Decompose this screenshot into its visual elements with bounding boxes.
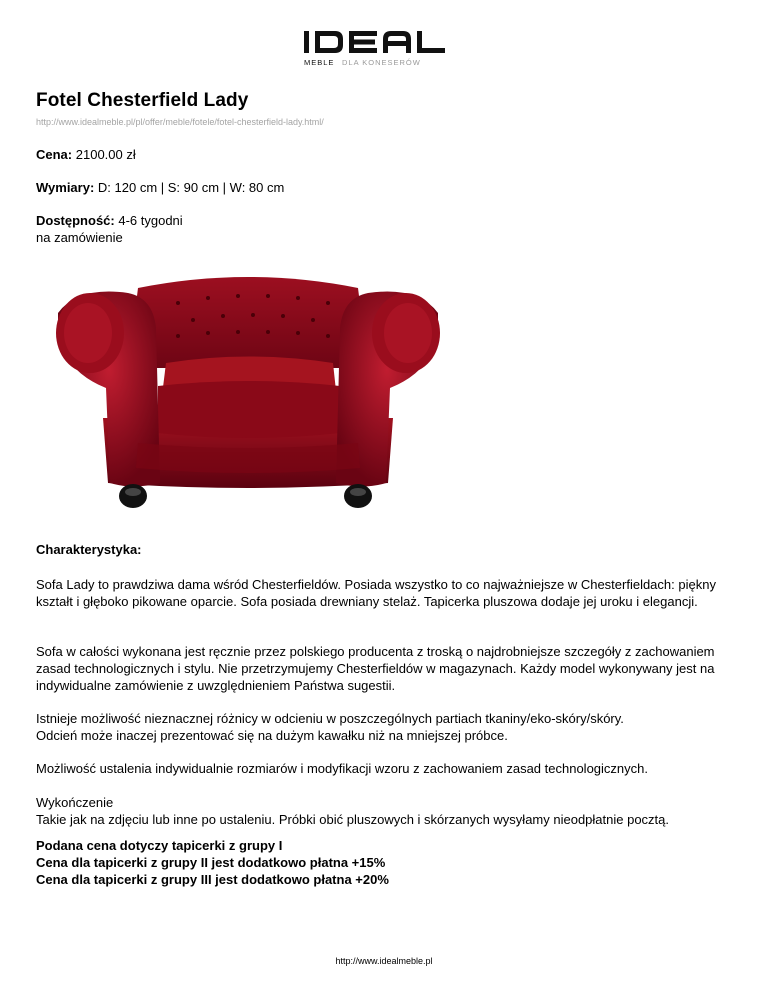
- dimensions-label: Wymiary:: [36, 180, 95, 195]
- product-title: Fotel Chesterfield Lady: [36, 90, 249, 111]
- price-value: 2100.00 zł: [75, 147, 136, 162]
- finish-heading: Wykończenie: [36, 795, 114, 810]
- tagline-part1: MEBLE: [304, 58, 335, 67]
- description-paragraph-3-line-1: Istnieje możliwość nieznacznej różnicy w odcieniu w poszczególnych partiach tkaniny/eko-skóry/skóry.: [36, 711, 624, 726]
- price-note-group-1: Podana cena dotyczy tapicerki z grupy I: [36, 838, 283, 853]
- price-note-group-2: Cena dla tapicerki z grupy II jest dodatkowo płatna +15%: [36, 855, 386, 870]
- availability-value: 4-6 tygodni: [118, 213, 183, 228]
- finish-text: Takie jak na zdjęciu lub inne po ustaleniu. Próbki obić pluszowych i skórzanych wysyłamy nieodpłatnie pocztą.: [36, 812, 670, 827]
- price-note-group-3: Cena dla tapicerki z grupy III jest dodatkowo płatna +20%: [36, 872, 389, 887]
- description-paragraph-3-line-2: Odcień może inaczej prezentować się na dużym kawałku niż na mniejszej próbce.: [36, 728, 508, 743]
- footer-url[interactable]: http://www.idealmeble.pl: [335, 956, 433, 966]
- description-paragraph-2: Sofa w całości wykonana jest ręcznie przez polskiego producenta z troską o najdrobniejsze szczegóły z zachowaniem zasad technologicznych i stylu. Nie przetrzymujemy Chesterfieldów w magazynach. Każdy model wykonywany jest na indywidualne zamówienie z uwzględnieniem Państwa sugestii.: [36, 644, 715, 693]
- description-paragraph-1: Sofa Lady to prawdziwa dama wśród Chesterfieldów. Posiada wszystko to co najważniejsze w Chesterfieldach: piękny kształt i głęboko pikowane oparcie. Sofa posiada drewniany stelaż. Tapicerka pluszowa dodaje jej uroku i elegancji.: [36, 577, 716, 609]
- description-paragraph-5: [36, 794, 736, 828]
- price-notes: [36, 837, 389, 888]
- price-row: [36, 146, 136, 163]
- brand-logo: [0, 28, 768, 70]
- availability-label: Dostępność:: [36, 213, 115, 228]
- chesterfield-armchair-image: [48, 268, 448, 513]
- characteristics-heading: Charakterystyka:: [36, 542, 142, 557]
- description-paragraph-4: Możliwość ustalenia indywidualnie rozmiarów i modyfikacji wzoru z zachowaniem zasad technologicznych.: [36, 761, 648, 776]
- dimensions-value: D: 120 cm | S: 90 cm | W: 80 cm: [97, 180, 285, 195]
- dimensions-row: [36, 179, 284, 196]
- tagline-part2: DLA KONESERÓW: [342, 58, 421, 67]
- price-label: Cena:: [36, 147, 73, 162]
- availability-row: [36, 212, 183, 246]
- description-paragraph-3: [36, 710, 736, 744]
- availability-note: na zamówienie: [36, 230, 123, 245]
- product-url[interactable]: http://www.idealmeble.pl/pl/offer/meble/fotele/fotel-chesterfield-lady.html/: [36, 117, 324, 127]
- ideal-logo-graphic: [299, 28, 469, 70]
